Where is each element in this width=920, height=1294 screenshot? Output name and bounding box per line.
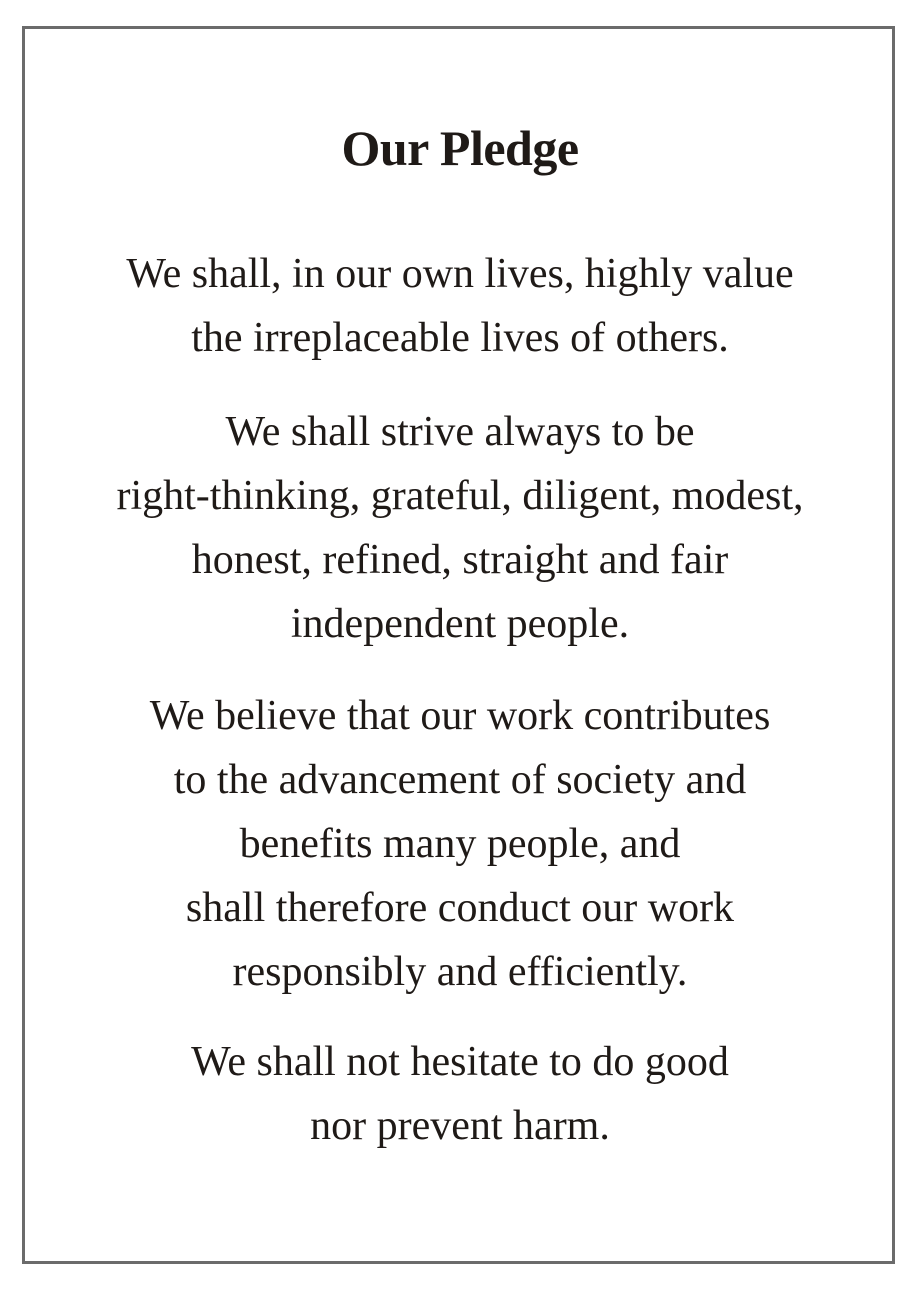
pledge-line: We shall not hesitate to do good bbox=[191, 1039, 729, 1085]
pledge-line: right-thinking, grateful, diligent, modest, bbox=[116, 473, 804, 519]
pledge-line: We shall, in our own lives, highly value bbox=[126, 251, 794, 297]
pledge-line: to the advancement of society and bbox=[173, 757, 747, 803]
pledge-line: responsibly and efficiently. bbox=[232, 949, 688, 995]
pledge-line: honest, refined, straight and fair bbox=[191, 537, 729, 583]
pledge-line: benefits many people, and bbox=[239, 821, 681, 867]
pledge-line: We shall strive always to be bbox=[225, 409, 695, 455]
pledge-paragraph-3 bbox=[0, 684, 920, 1004]
pledge-line: the irreplaceable lives of others. bbox=[191, 315, 729, 361]
pledge-line: We believe that our work contributes bbox=[149, 693, 771, 739]
pledge-paragraph-4 bbox=[0, 1030, 920, 1158]
pledge-line: nor prevent harm. bbox=[310, 1103, 610, 1149]
pledge-line: shall therefore conduct our work bbox=[185, 885, 735, 931]
pledge-paragraph-2 bbox=[0, 400, 920, 656]
pledge-paragraph-1 bbox=[0, 242, 920, 370]
page-title: Our Pledge bbox=[341, 120, 579, 176]
pledge-line: independent people. bbox=[290, 601, 630, 647]
